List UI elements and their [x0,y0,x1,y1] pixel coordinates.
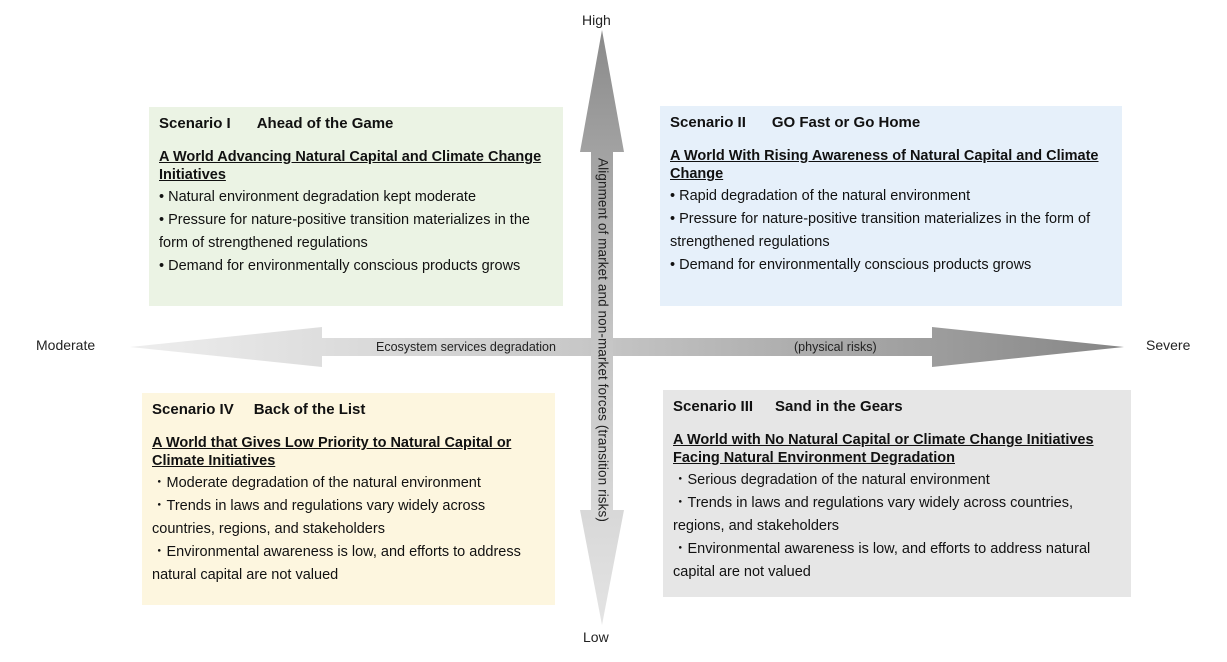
scenario-1-bullet: • Natural environment degradation kept moderate [159,189,477,205]
scenario-1-bullets [159,186,553,278]
scenario-4-bullets [152,472,545,587]
scenario-3-bullet: ・Environmental awareness is low, and efforts to address natural capital are not valued [673,541,1091,580]
vertical-axis-title: Alignment of market and non-market forces (transition risks) [595,158,611,522]
scenario-1-box [149,107,563,306]
scenario-2-header [670,114,1112,131]
axis-label-high: High [582,12,611,28]
scenario-1-title: Ahead of the Game [256,115,394,132]
scenario-4-bullet: ・Trends in laws and regulations vary widely across countries, regions, and stakeholders [152,498,486,537]
axis-label-severe: Severe [1146,337,1191,353]
scenario-3-header [673,398,1121,415]
scenario-2-bullets [670,185,1112,277]
scenario-3-number: Scenario III [673,398,754,415]
scenario-4-header [152,401,545,418]
scenario-2-title: GO Fast or Go Home [771,114,921,131]
horizontal-axis-title-left: Ecosystem services degradation [376,340,556,354]
horizontal-axis-title-right: (physical risks) [794,340,877,354]
scenario-3-bullets [673,469,1121,584]
scenario-1-bullet: • Demand for environmentally conscious products grows [159,258,521,274]
scenario-4-subtitle: A World that Gives Low Priority to Natural Capital or Climate Initiatives [152,435,512,469]
scenario-3-box [663,390,1131,597]
scenario-4-bullet: ・Moderate degradation of the natural environment [152,475,481,491]
scenario-2-subtitle: A World With Rising Awareness of Natural Capital and Climate Change [670,148,1099,182]
scenario-1-header [159,115,553,132]
scenario-1-bullet: • Pressure for nature-positive transition materializes in the form of strengthened regulations [159,212,530,251]
scenario-2-box [660,106,1122,306]
scenario-2-bullet: • Demand for environmentally conscious products grows [670,257,1032,273]
axis-label-moderate: Moderate [36,337,96,353]
scenario-3-title: Sand in the Gears [775,398,903,415]
horizontal-axis-arrow [130,327,1124,367]
scenario-2-bullet: • Rapid degradation of the natural environment [670,188,971,204]
scenario-3-subtitle: A World with No Natural Capital or Climate Change Initiatives Facing Natural Environment Degradation [673,432,1094,466]
scenario-3-bullet: ・Serious degradation of the natural environment [673,472,990,488]
scenario-4-bullet: ・Environmental awareness is low, and efforts to address natural capital are not valued [152,544,521,583]
scenario-1-subtitle: A World Advancing Natural Capital and Climate Change Initiatives [159,149,542,183]
scenario-3-bullet: ・Trends in laws and regulations vary widely across countries, regions, and stakeholders [673,495,1073,534]
scenario-4-number: Scenario IV [152,401,234,418]
scenario-4-title: Back of the List [253,401,366,418]
scenario-1-number: Scenario I [159,115,231,132]
scenario-2-bullet: • Pressure for nature-positive transition materializes in the form of strengthened regulations [670,211,1091,250]
scenario-2-number: Scenario II [670,114,746,131]
axis-label-low: Low [583,629,609,645]
scenario-4-box [142,393,555,605]
